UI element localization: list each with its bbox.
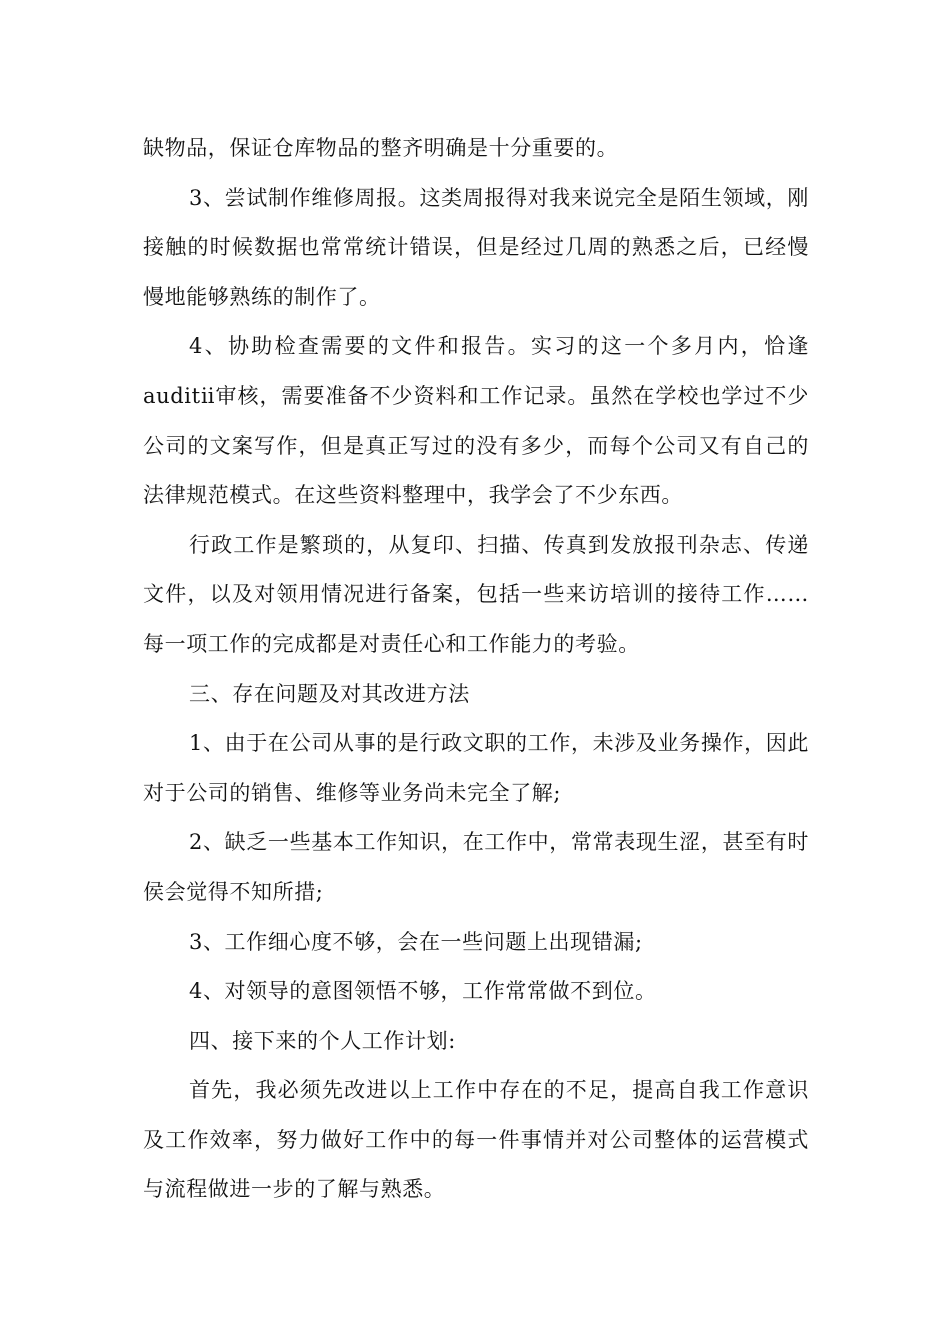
plan-paragraph-first: 首先，我必须先改进以上工作中存在的不足，提高自我工作意识及工作效率，努力做好工作中的每一件事情并对公司整体的运营模式与流程做进一步的了解与熟悉。: [143, 1078, 809, 1202]
problem-item-2: 2、缺乏一些基本工作知识，在工作中，常常表现生涩，甚至有时侯会觉得不知所措;: [143, 830, 809, 904]
paragraph-item-4-document-check: 4、协助检查需要的文件和报告。实习的这一个多月内，恰逢auditⅱ审核，需要准备不少资料和工作记录。虽然在学校也学过不少公司的文案写作，但是真正写过的没有多少，而每个公司又有自己的法律规范模式。在这些资料整理中，我学会了不少东西。: [143, 334, 809, 508]
problem-item-1: 1、由于在公司从事的是行政文职的工作，未涉及业务操作，因此对于公司的销售、维修等业务尚未完全了解;: [143, 731, 809, 805]
problem-item-4: 4、对领导的意图领悟不够，工作常常做不到位。: [189, 979, 657, 1004]
paragraph-continuation: 缺物品，保证仓库物品的整齐明确是十分重要的。: [143, 136, 619, 160]
section-heading-problems: 三、存在问题及对其改进方法: [189, 681, 470, 706]
section-heading-plan: 四、接下来的个人工作计划:: [189, 1028, 456, 1053]
problem-item-3: 3、工作细心度不够，会在一些问题上出现错漏;: [189, 929, 643, 954]
document-body: [143, 124, 809, 1215]
paragraph-admin-work: 行政工作是繁琐的，从复印、扫描、传真到发放报刊杂志、传递文件，以及对领用情况进行备案，包括一些来访培训的接待工作……每一项工作的完成都是对责任心和工作能力的考验。: [143, 532, 809, 656]
paragraph-item-3-weekly-report: 3、尝试制作维修周报。这类周报得对我来说完全是陌生领域，刚接触的时候数据也常常统计错误，但是经过几周的熟悉之后，已经慢慢地能够熟练的制作了。: [143, 185, 809, 309]
